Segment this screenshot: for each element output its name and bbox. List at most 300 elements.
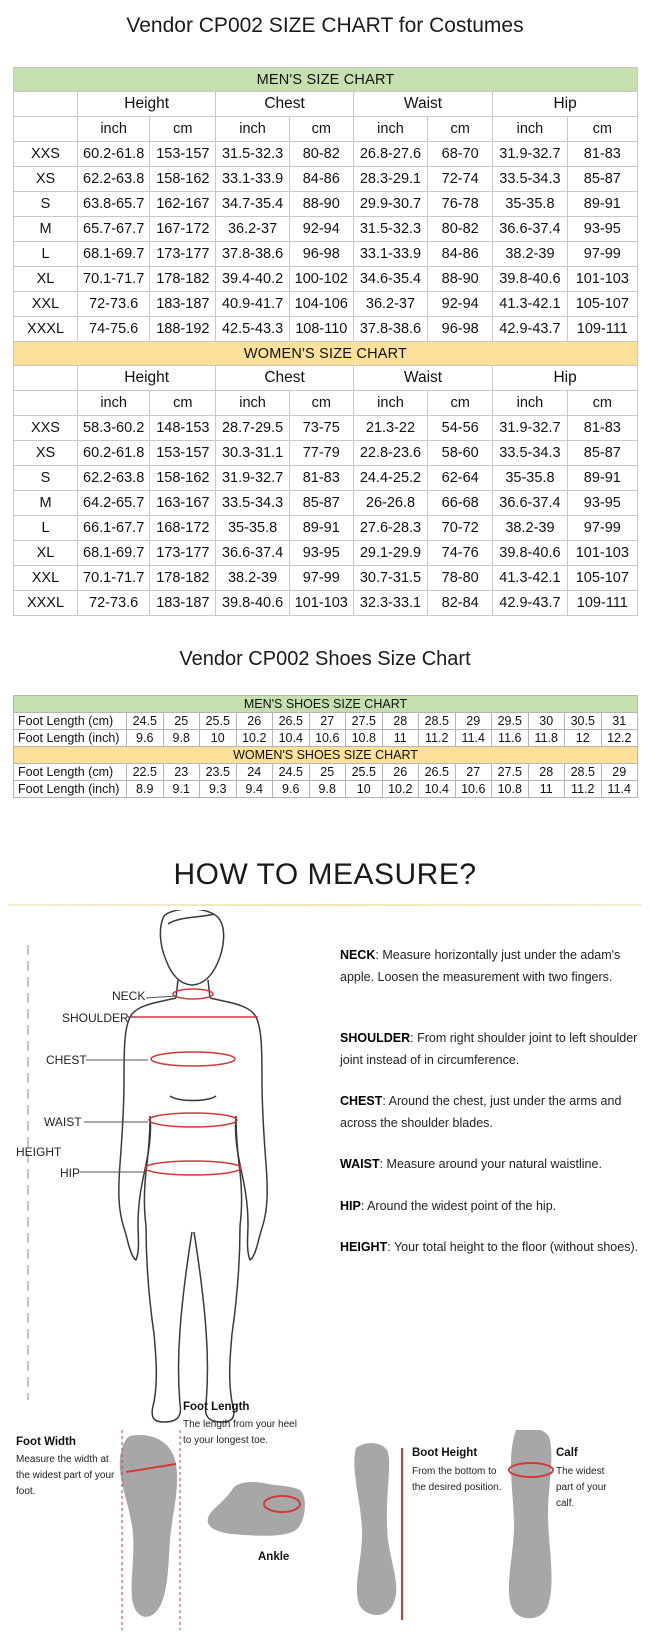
table-cell: 178-182 (150, 267, 216, 292)
table-cell: 72-73.6 (77, 292, 149, 317)
table-cell: 36.6-37.4 (216, 541, 289, 566)
table-cell: 74-75.6 (77, 317, 149, 342)
table-cell: 72-73.6 (77, 591, 149, 616)
table-cell: 89-91 (289, 516, 353, 541)
foot-width-text-3: foot. (16, 1486, 36, 1497)
blank-cell (14, 366, 78, 391)
table-cell: 63.8-65.7 (77, 192, 149, 217)
table-cell: 42.9-43.7 (493, 317, 567, 342)
table-cell: 29.1-29.9 (353, 541, 427, 566)
size-label: XXS (14, 416, 78, 441)
table-cell: 183-187 (150, 292, 216, 317)
table-cell: 73-75 (289, 416, 353, 441)
table-cell: 93-95 (567, 217, 637, 242)
size-label: M (14, 217, 78, 242)
table-cell: 162-167 (150, 192, 216, 217)
boot-height-text-2: the desired position. (412, 1482, 502, 1493)
table-cell: 11 (528, 781, 565, 798)
table-row (14, 764, 638, 781)
instruction-text: : From right shoulder joint to left shoulder joint instead of in circumference. (340, 1031, 638, 1067)
table-cell: 62.2-63.8 (77, 466, 149, 491)
table-cell: 62-64 (428, 466, 493, 491)
size-label: XXL (14, 292, 78, 317)
table-cell: 66-68 (428, 491, 493, 516)
table-cell: 10 (200, 730, 237, 747)
table-cell: 27 (455, 764, 492, 781)
table-cell: 158-162 (150, 167, 216, 192)
table-row (14, 441, 638, 466)
table-cell: 82-84 (428, 591, 493, 616)
instruction-term: HEIGHT (340, 1240, 388, 1254)
group-header: Height (77, 366, 215, 391)
unit-header: inch (77, 117, 149, 142)
table-cell: 26.8-27.6 (353, 142, 427, 167)
table-cell: 9.6 (127, 730, 164, 747)
foot-length-text-1: The length from your heel (183, 1419, 297, 1430)
size-label: S (14, 192, 78, 217)
body-silhouette (119, 910, 267, 1422)
table-cell: 31.9-32.7 (493, 142, 567, 167)
instruction-shoulder (340, 1027, 640, 1071)
instruction-height (340, 1236, 640, 1258)
table-cell: 105-107 (567, 292, 637, 317)
blank-cell (14, 391, 78, 416)
men-shoes-chart-heading: MEN'S SHOES SIZE CHART (14, 696, 638, 713)
table-cell: 188-192 (150, 317, 216, 342)
height-label: HEIGHT (16, 1145, 62, 1159)
table-cell: 28.3-29.1 (353, 167, 427, 192)
table-cell: 30.5 (565, 713, 602, 730)
unit-header: cm (428, 391, 493, 416)
table-cell: 29.5 (492, 713, 529, 730)
table-cell: 11 (382, 730, 419, 747)
table-cell: 60.2-61.8 (77, 441, 149, 466)
calf-leg-shape (509, 1430, 552, 1618)
table-cell: 60.2-61.8 (77, 142, 149, 167)
table-cell: 28.5 (419, 713, 456, 730)
table-cell: 93-95 (567, 491, 637, 516)
table-row (14, 730, 638, 747)
table-cell: 11.6 (492, 730, 529, 747)
table-row (14, 242, 638, 267)
table-cell: 97-99 (567, 242, 637, 267)
instruction-text: : Measure around your natural waistline. (379, 1157, 602, 1171)
table-cell: 40.9-41.7 (216, 292, 289, 317)
table-cell: 31.5-32.3 (353, 217, 427, 242)
foot-length-note (180, 1396, 400, 1456)
table-cell: 25.5 (346, 764, 383, 781)
table-cell: 70.1-71.7 (77, 566, 149, 591)
table-cell: 93-95 (289, 541, 353, 566)
shoulder-label: SHOULDER (62, 1011, 129, 1025)
unit-header: cm (150, 117, 216, 142)
table-cell: 100-102 (289, 267, 353, 292)
table-cell: 31 (601, 713, 638, 730)
table-cell: 27.5 (346, 713, 383, 730)
table-cell: 10.2 (382, 781, 419, 798)
table-row (14, 541, 638, 566)
table-cell: 9.1 (163, 781, 200, 798)
table-cell: 38.2-39 (216, 566, 289, 591)
unit-row (14, 391, 638, 416)
instruction-term: SHOULDER (340, 1031, 411, 1045)
table-cell: 28.5 (565, 764, 602, 781)
table-cell: 81-83 (289, 466, 353, 491)
table-row (14, 516, 638, 541)
women-shoes-chart-heading: WOMEN'S SHOES SIZE CHART (14, 747, 638, 764)
table-cell: 108-110 (289, 317, 353, 342)
table-row (14, 217, 638, 242)
table-cell: 58-60 (428, 441, 493, 466)
size-chart-title: Vendor CP002 SIZE CHART for Costumes (126, 14, 524, 37)
table-cell: 10 (346, 781, 383, 798)
table-cell: 12.2 (601, 730, 638, 747)
group-header: Height (77, 92, 215, 117)
unit-header: inch (353, 391, 427, 416)
table-cell: 33.5-34.3 (216, 491, 289, 516)
table-cell: 28 (528, 764, 565, 781)
table-row (14, 192, 638, 217)
table-cell: 25.5 (200, 713, 237, 730)
boot-leg-shape (354, 1443, 396, 1615)
table-cell: 9.4 (236, 781, 273, 798)
table-cell: 11.2 (565, 781, 602, 798)
size-label: XXXL (14, 317, 78, 342)
instruction-waist (340, 1153, 640, 1175)
measurement-rings (128, 989, 258, 1175)
table-cell: 10.8 (346, 730, 383, 747)
table-cell: 26.5 (273, 713, 310, 730)
table-cell: 22.5 (127, 764, 164, 781)
table-cell: 78-80 (428, 566, 493, 591)
table-cell: 8.9 (127, 781, 164, 798)
women-size-chart-heading: WOMEN'S SIZE CHART (14, 342, 638, 366)
table-cell: 158-162 (150, 466, 216, 491)
women-size-chart-header (14, 342, 638, 366)
table-cell: 23 (163, 764, 200, 781)
chest-label: CHEST (46, 1053, 87, 1067)
table-cell: 42.9-43.7 (493, 591, 567, 616)
table-cell: 76-78 (428, 192, 493, 217)
table-row (14, 591, 638, 616)
table-cell: 88-90 (428, 267, 493, 292)
size-label: M (14, 491, 78, 516)
unit-header: inch (216, 117, 289, 142)
table-cell: 30.7-31.5 (353, 566, 427, 591)
table-cell: 85-87 (567, 167, 637, 192)
instruction-text: : Your total height to the floor (without shoes). (387, 1240, 639, 1254)
calf-text-1: The widest (556, 1466, 605, 1477)
row-label: Foot Length (cm) (14, 713, 127, 730)
table-cell: 35-35.8 (493, 466, 567, 491)
size-label: XXXL (14, 591, 78, 616)
table-cell: 33.5-34.3 (493, 167, 567, 192)
table-cell: 10.4 (419, 781, 456, 798)
table-cell: 26 (382, 764, 419, 781)
table-cell: 33.1-33.9 (216, 167, 289, 192)
table-cell: 85-87 (289, 491, 353, 516)
size-label: XXS (14, 142, 78, 167)
table-cell: 42.5-43.3 (216, 317, 289, 342)
table-cell: 29.9-30.7 (353, 192, 427, 217)
table-row (14, 566, 638, 591)
instruction-term: CHEST (340, 1094, 383, 1108)
table-cell: 167-172 (150, 217, 216, 242)
table-cell: 30.3-31.1 (216, 441, 289, 466)
row-label: Foot Length (inch) (14, 730, 127, 747)
table-cell: 65.7-67.7 (77, 217, 149, 242)
table-cell: 77-79 (289, 441, 353, 466)
size-label: XXL (14, 566, 78, 591)
instruction-text: : Around the chest, just under the arms and across the shoulder blades. (340, 1094, 622, 1130)
table-cell: 70.1-71.7 (77, 267, 149, 292)
section-divider (8, 904, 642, 906)
table-cell: 29 (455, 713, 492, 730)
table-row (14, 142, 638, 167)
table-cell: 153-157 (150, 142, 216, 167)
row-label: Foot Length (inch) (14, 781, 127, 798)
unit-header: cm (289, 391, 353, 416)
table-cell: 39.8-40.6 (493, 267, 567, 292)
table-cell: 64.2-65.7 (77, 491, 149, 516)
table-cell: 173-177 (150, 242, 216, 267)
unit-header: cm (150, 391, 216, 416)
group-header: Waist (353, 92, 492, 117)
table-cell: 173-177 (150, 541, 216, 566)
table-cell: 84-86 (289, 167, 353, 192)
table-cell: 89-91 (567, 466, 637, 491)
calf-text-2: part of your (556, 1482, 607, 1493)
table-cell: 58.3-60.2 (77, 416, 149, 441)
table-row (14, 416, 638, 441)
table-cell: 109-111 (567, 317, 637, 342)
table-cell: 74-76 (428, 541, 493, 566)
how-to-measure-title: HOW TO MEASURE? (173, 858, 477, 891)
table-cell: 68.1-69.7 (77, 541, 149, 566)
instruction-text: : Around the widest point of the hip. (360, 1199, 557, 1213)
table-cell: 148-153 (150, 416, 216, 441)
table-cell: 9.8 (163, 730, 200, 747)
shoes-chart-table (13, 695, 638, 798)
row-label: Foot Length (cm) (14, 764, 127, 781)
table-row (14, 466, 638, 491)
table-cell: 24.5 (273, 764, 310, 781)
size-label: XS (14, 167, 78, 192)
ankle-foot-shape (208, 1482, 305, 1536)
table-cell: 33.5-34.3 (493, 441, 567, 466)
table-cell: 80-82 (428, 217, 493, 242)
table-cell: 178-182 (150, 566, 216, 591)
neck-label: NECK (112, 989, 146, 1003)
instruction-neck (340, 944, 640, 988)
table-cell: 10.4 (273, 730, 310, 747)
table-cell: 32.3-33.1 (353, 591, 427, 616)
men-shoes-chart-header (14, 696, 638, 713)
table-cell: 33.1-33.9 (353, 242, 427, 267)
table-cell: 31.9-32.7 (216, 466, 289, 491)
group-header: Waist (353, 366, 492, 391)
unit-header: cm (428, 117, 493, 142)
foot-width-text-2: the widest part of your (16, 1470, 115, 1481)
table-row (14, 491, 638, 516)
size-label: S (14, 466, 78, 491)
table-cell: 89-91 (567, 192, 637, 217)
table-cell: 27.6-28.3 (353, 516, 427, 541)
foot-length-heading: Foot Length (183, 1401, 250, 1413)
group-header: Chest (216, 366, 353, 391)
table-cell: 9.3 (200, 781, 237, 798)
table-cell: 28 (382, 713, 419, 730)
table-cell: 29 (601, 764, 638, 781)
table-cell: 92-94 (289, 217, 353, 242)
group-header: Hip (493, 92, 638, 117)
table-cell: 12 (565, 730, 602, 747)
boot-height-title: Boot Height (412, 1447, 478, 1459)
table-cell: 101-103 (289, 591, 353, 616)
unit-header: inch (353, 117, 427, 142)
table-cell: 24.5 (127, 713, 164, 730)
foot-measurement-figures (0, 1430, 650, 1645)
table-row (14, 317, 638, 342)
table-cell: 163-167 (150, 491, 216, 516)
size-label: L (14, 242, 78, 267)
table-cell: 10.2 (236, 730, 273, 747)
table-cell: 109-111 (567, 591, 637, 616)
unit-header: inch (493, 117, 567, 142)
table-cell: 70-72 (428, 516, 493, 541)
table-row (14, 167, 638, 192)
table-cell: 27.5 (492, 764, 529, 781)
table-cell: 92-94 (428, 292, 493, 317)
table-cell: 62.2-63.8 (77, 167, 149, 192)
table-cell: 38.2-39 (493, 242, 567, 267)
table-cell: 39.8-40.6 (216, 591, 289, 616)
women-shoes-chart-header (14, 747, 638, 764)
instruction-chest (340, 1090, 640, 1134)
blank-cell (14, 92, 78, 117)
table-cell: 36.2-37 (353, 292, 427, 317)
instruction-term: NECK (340, 948, 376, 962)
boot-height-text-1: From the bottom to (412, 1466, 497, 1477)
size-label: XS (14, 441, 78, 466)
table-cell: 72-74 (428, 167, 493, 192)
measurement-group-row (14, 366, 638, 391)
group-header: Hip (493, 366, 638, 391)
size-chart-table (13, 67, 638, 616)
table-cell: 84-86 (428, 242, 493, 267)
table-row (14, 713, 638, 730)
unit-row (14, 117, 638, 142)
table-cell: 96-98 (289, 242, 353, 267)
table-cell: 168-172 (150, 516, 216, 541)
table-cell: 34.7-35.4 (216, 192, 289, 217)
calf-text-3: calf. (556, 1498, 575, 1509)
table-cell: 24.4-25.2 (353, 466, 427, 491)
table-cell: 97-99 (567, 516, 637, 541)
table-cell: 35-35.8 (216, 516, 289, 541)
table-cell: 31.9-32.7 (493, 416, 567, 441)
table-cell: 101-103 (567, 267, 637, 292)
table-cell: 36.6-37.4 (493, 491, 567, 516)
table-cell: 27 (309, 713, 346, 730)
table-cell: 153-157 (150, 441, 216, 466)
unit-header: cm (567, 391, 637, 416)
unit-header: inch (216, 391, 289, 416)
table-cell: 21.3-22 (353, 416, 427, 441)
table-cell: 36.2-37 (216, 217, 289, 242)
instruction-text: : Measure horizontally just under the adam's apple. Loosen the measurement with two fingers. (340, 948, 621, 984)
table-cell: 11.4 (455, 730, 492, 747)
table-cell: 10.6 (455, 781, 492, 798)
table-cell: 38.2-39 (493, 516, 567, 541)
table-cell: 9.6 (273, 781, 310, 798)
instruction-term: WAIST (340, 1157, 380, 1171)
table-cell: 96-98 (428, 317, 493, 342)
table-cell: 22.8-23.6 (353, 441, 427, 466)
table-cell: 68.1-69.7 (77, 242, 149, 267)
table-cell: 23.5 (200, 764, 237, 781)
men-size-chart-heading: MEN'S SIZE CHART (14, 68, 638, 92)
body-measurement-figure (0, 910, 320, 1430)
size-label: XL (14, 267, 78, 292)
table-row (14, 267, 638, 292)
unit-header: cm (289, 117, 353, 142)
men-size-chart-header (14, 68, 638, 92)
size-label: L (14, 516, 78, 541)
table-cell: 97-99 (289, 566, 353, 591)
table-cell: 30 (528, 713, 565, 730)
table-row (14, 781, 638, 798)
table-cell: 26.5 (419, 764, 456, 781)
unit-header: cm (567, 117, 637, 142)
table-cell: 101-103 (567, 541, 637, 566)
table-cell: 9.8 (309, 781, 346, 798)
table-cell: 85-87 (567, 441, 637, 466)
table-cell: 11.4 (601, 781, 638, 798)
table-cell: 41.3-42.1 (493, 292, 567, 317)
table-cell: 26-26.8 (353, 491, 427, 516)
table-cell: 10.8 (492, 781, 529, 798)
measurement-group-row (14, 92, 638, 117)
calf-title: Calf (556, 1447, 578, 1459)
instruction-term: HIP (340, 1199, 361, 1213)
table-cell: 80-82 (289, 142, 353, 167)
foot-width-title: Foot Width (16, 1436, 76, 1448)
table-row (14, 292, 638, 317)
unit-header: inch (493, 391, 567, 416)
waist-label: WAIST (44, 1115, 82, 1129)
hip-label: HIP (60, 1166, 81, 1180)
table-cell: 183-187 (150, 591, 216, 616)
foot-width-text-1: Measure the width at (16, 1454, 109, 1465)
table-cell: 54-56 (428, 416, 493, 441)
table-cell: 66.1-67.7 (77, 516, 149, 541)
table-cell: 35-35.8 (493, 192, 567, 217)
shoes-chart-title: Vendor CP002 Shoes Size Chart (179, 648, 471, 670)
table-cell: 81-83 (567, 416, 637, 441)
table-cell: 68-70 (428, 142, 493, 167)
blank-cell (14, 117, 78, 142)
table-cell: 88-90 (289, 192, 353, 217)
table-cell: 25 (309, 764, 346, 781)
table-cell: 25 (163, 713, 200, 730)
table-cell: 24 (236, 764, 273, 781)
instruction-hip (340, 1195, 640, 1217)
group-header: Chest (216, 92, 353, 117)
table-cell: 81-83 (567, 142, 637, 167)
table-cell: 31.5-32.3 (216, 142, 289, 167)
table-cell: 11.8 (528, 730, 565, 747)
